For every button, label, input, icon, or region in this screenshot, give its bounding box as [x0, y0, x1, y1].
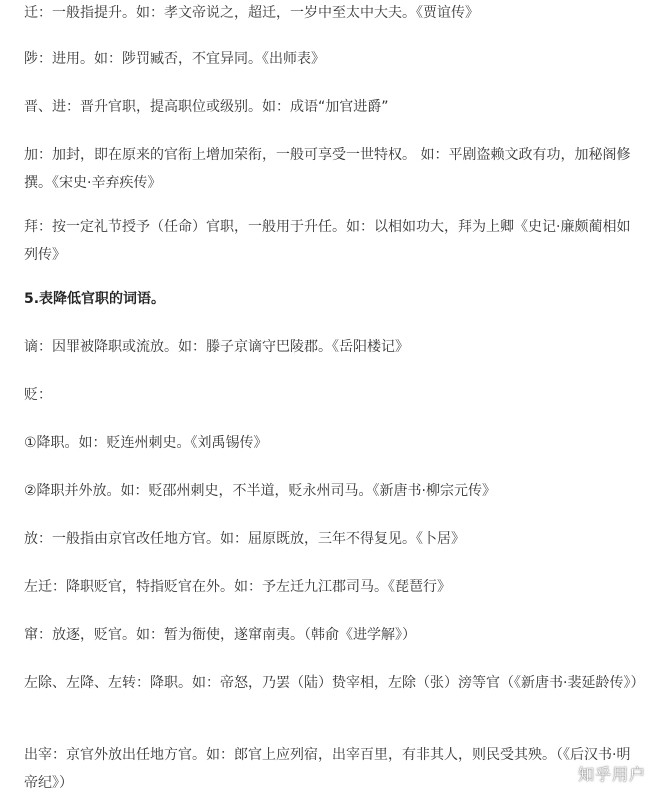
- paragraph-bian-2: ②降职并外放。如：贬邵州刺史，不半道，贬永州司马。《新唐书·柳宗元传》: [24, 483, 496, 499]
- paragraph-jia: 加：加封，即在原来的官衔上增加荣衔，一般可享受一世特权。 如：平剧盗赖文政有功，加秘阁修撰。《宋史·辛弃疾传》: [24, 147, 631, 191]
- paragraph-bian-1: ①降职。如：贬连州刺史。《刘禹锡传》: [24, 435, 268, 451]
- paragraph-jin: 晋、进：晋升官职，提高职位或级别。如：成语“加官进爵”: [24, 99, 389, 115]
- section-heading-demotion: 5.表降低官职的词语。: [24, 291, 166, 307]
- paragraph-cuan: 窜：放逐，贬官。如：暂为衙使，遂窜南夷。（韩俞《进学解》）: [24, 627, 416, 643]
- paragraph-zhe: 谪：因罪被降职或流放。如：滕子京谪守巴陵郡。《岳阳楼记》: [24, 339, 409, 355]
- paragraph-bai: 拜：按一定礼节授予（任命）官职，一般用于升任。如：以相如功大，拜为上卿《史记·廉颇蔺相如列传》: [24, 219, 631, 263]
- paragraph-zhi: 陟：进用。如：陟罚臧否，不宜异同。《出师表》: [24, 51, 325, 67]
- paragraph-bian: 贬：: [24, 387, 52, 403]
- paragraph-chuzai: 出宰：京官外放出任地方官。如：郎官上应列宿，出宰百里，有非其人，则民受其殃。（《后汉书·明帝纪》）: [24, 747, 631, 791]
- paragraph-zuoqian: 左迁：降职贬官，特指贬官在外。如：予左迁九江郡司马。《琵琶行》: [24, 579, 451, 595]
- paragraph-zuochu: 左除、左降、左转：降职。如：帝怒，乃罢（陆）贽宰相，左除（张）滂等官（《新唐书·裴延龄传》）: [24, 675, 645, 691]
- paragraph-qian: 迁：一般指提升。如：孝文帝说之，超迁，一岁中至太中大夫。《贾谊传》: [24, 5, 479, 21]
- zhihu-watermark: 知乎用户: [577, 765, 646, 784]
- paragraph-fang: 放：一般指由京官改任地方官。如：屈原既放，三年不得复见。《卜居》: [24, 531, 465, 547]
